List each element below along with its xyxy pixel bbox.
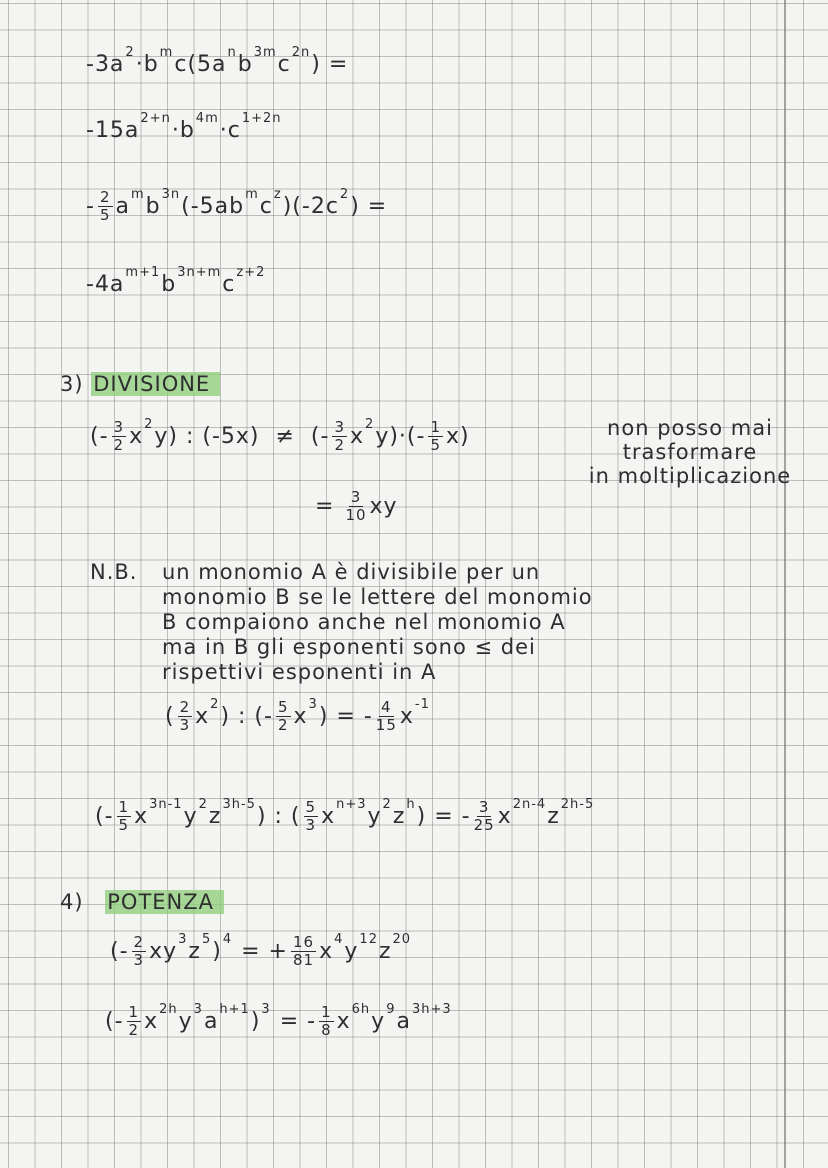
math-term: x — [144, 1009, 159, 1034]
numerator: 3 — [334, 418, 345, 436]
section-heading-potenza — [60, 890, 224, 914]
math-term: a — [396, 1009, 411, 1034]
math-term: ) — [250, 1009, 261, 1034]
exponent: 1+2n — [241, 111, 282, 126]
denominator: 3 — [133, 951, 145, 969]
math-term: c — [259, 194, 273, 219]
exponent: 2 — [339, 187, 350, 202]
side-note — [562, 416, 818, 488]
math-term: z — [392, 804, 406, 829]
math-term: (- — [90, 424, 109, 449]
exponent: 2n-4 — [512, 797, 547, 812]
math-term: x — [195, 704, 210, 729]
exponent: 4 — [334, 932, 344, 947]
note-line: trasformare — [622, 440, 758, 464]
math-term: (- — [105, 1009, 124, 1034]
math-term: (- — [110, 939, 129, 964]
exponent: -1 — [414, 697, 430, 712]
math-term: ) = — [311, 52, 349, 77]
exponent: 3 — [178, 932, 188, 947]
math-term: ) : (- — [220, 704, 273, 729]
math-term: xy — [149, 939, 178, 964]
exponent: h — [406, 797, 416, 812]
numerator: 5 — [305, 798, 317, 816]
math-term: x — [321, 804, 336, 829]
denominator: 3 — [179, 716, 191, 734]
math-term: ) — [212, 939, 222, 964]
fraction — [178, 700, 193, 733]
fraction — [474, 800, 495, 833]
math-term: y — [178, 1009, 193, 1034]
fraction — [376, 700, 397, 733]
denominator: 2 — [334, 436, 345, 454]
exponent: z — [273, 187, 282, 202]
equation-8 — [95, 797, 595, 834]
exponent: 2h — [159, 1002, 178, 1017]
exponent: 3 — [261, 1002, 271, 1017]
numerator: 2 — [99, 188, 111, 206]
numerator: 3 — [350, 488, 362, 506]
equation-7 — [165, 697, 431, 734]
equation-10 — [105, 1002, 453, 1039]
math-term: x — [399, 704, 414, 729]
note-line: non posso mai — [607, 416, 773, 440]
exponent: m — [130, 187, 145, 202]
exponent: 3 — [308, 697, 318, 712]
exponent: 3h+3 — [411, 1002, 452, 1017]
nb-line: B compaiono anche nel monomio A — [162, 610, 566, 634]
denominator: 2 — [128, 1021, 140, 1039]
math-term: = - — [271, 1009, 317, 1034]
math-term: z — [547, 804, 560, 829]
fraction — [98, 190, 113, 223]
math-term: y — [183, 804, 198, 829]
nb-line: rispettivi esponenti in A — [162, 660, 437, 684]
math-term: y — [371, 1009, 386, 1034]
exponent: 6h — [351, 1002, 371, 1017]
fraction — [291, 935, 316, 968]
numerator: 1 — [118, 798, 130, 816]
math-term: x — [350, 424, 365, 449]
denominator: 5 — [430, 436, 441, 454]
exponent: z+2 — [236, 265, 266, 280]
math-term: z — [208, 804, 222, 829]
denominator: 10 — [345, 506, 367, 524]
fraction — [132, 935, 147, 968]
denominator: 15 — [375, 716, 397, 734]
section-number: 4) — [60, 890, 84, 914]
math-term: )(-2c — [282, 194, 339, 219]
numerator: 3 — [478, 798, 490, 816]
equation-6 — [315, 490, 398, 523]
exponent: 2h-5 — [560, 797, 595, 812]
math-term: c — [222, 272, 236, 297]
exponent: m — [159, 45, 174, 60]
note-line: in moltiplicazione — [588, 464, 792, 488]
math-term: b — [161, 272, 177, 297]
numerator: 1 — [321, 1003, 332, 1021]
denominator: 2 — [113, 436, 125, 454]
fraction — [428, 420, 443, 453]
denominator: 3 — [305, 816, 317, 834]
exponent: 3h-5 — [222, 797, 256, 812]
math-term: x — [134, 804, 149, 829]
equation-5 — [90, 417, 470, 454]
math-term: z — [378, 939, 392, 964]
math-term: ·b — [171, 118, 195, 143]
section-number: 3) — [60, 372, 84, 396]
exponent: 3 — [193, 1002, 203, 1017]
math-term: = + — [233, 939, 288, 964]
equation-2 — [86, 111, 283, 143]
exponent: 2 — [365, 417, 375, 432]
exponent: 3n-1 — [149, 797, 183, 812]
math-term: x — [293, 704, 308, 729]
math-term: - — [86, 194, 95, 219]
fraction — [127, 1005, 142, 1038]
nb-line: un monomio A è divisibile per un — [162, 560, 541, 584]
math-term: x — [129, 424, 144, 449]
equation-1 — [86, 45, 349, 77]
fraction — [332, 420, 347, 453]
nb-line: ma in B gli esponenti sono ≤ dei — [162, 635, 536, 659]
exponent: 4m — [195, 111, 219, 126]
math-term: ) = — [350, 194, 388, 219]
math-term: b — [237, 52, 253, 77]
fraction — [345, 490, 366, 523]
fraction — [276, 700, 291, 733]
exponent: 12 — [359, 932, 378, 947]
math-term: y)·(- — [375, 424, 426, 449]
exponent: 5 — [201, 932, 212, 947]
math-term: y — [367, 804, 382, 829]
math-term: x — [336, 1009, 351, 1034]
fraction — [319, 1005, 334, 1038]
math-term: ) : ( — [256, 804, 301, 829]
math-term: -4a — [86, 272, 125, 297]
section-title: DIVISIONE — [91, 372, 220, 396]
exponent: 2+n — [140, 111, 171, 126]
math-term: ·c — [219, 118, 241, 143]
nb-label: N.B. — [90, 560, 138, 584]
math-term: xy — [369, 494, 398, 519]
numerator: 5 — [277, 698, 289, 716]
denominator: 5 — [118, 816, 130, 834]
math-term: a — [115, 194, 130, 219]
exponent: m+1 — [125, 265, 161, 280]
exponent: 9 — [386, 1002, 396, 1017]
section-title: POTENZA — [105, 890, 224, 914]
exponent: 2 — [382, 797, 392, 812]
numerator: 16 — [292, 933, 315, 951]
denominator: 8 — [321, 1021, 332, 1039]
nb-text — [162, 560, 593, 685]
equation-9 — [110, 932, 412, 969]
math-term: ) = - — [416, 804, 471, 829]
numerator: 2 — [179, 698, 191, 716]
exponent: 2 — [198, 797, 208, 812]
math-term: ( — [165, 704, 175, 729]
math-term: y) : (-5x) ≠ (- — [154, 424, 330, 449]
exponent: m — [245, 187, 259, 202]
nb-line: monomio B se le lettere del monomio — [162, 585, 593, 609]
exponent: 3n+m — [177, 265, 222, 280]
exponent: 2n — [291, 45, 311, 60]
exponent: 20 — [392, 932, 412, 947]
numerator: 1 — [128, 1003, 140, 1021]
math-term: ·b — [135, 52, 159, 77]
math-term: x — [497, 804, 512, 829]
math-term: -15a — [86, 118, 140, 143]
fraction — [304, 800, 319, 833]
exponent: 2 — [125, 45, 135, 60]
math-term: y — [344, 939, 359, 964]
math-term: ) = - — [318, 704, 373, 729]
exponent: 3m — [253, 45, 277, 60]
numerator: 2 — [133, 933, 145, 951]
math-term: (- — [95, 804, 114, 829]
denominator: 2 — [277, 716, 289, 734]
math-term: z — [188, 939, 201, 964]
fraction — [117, 800, 132, 833]
numerator: 4 — [381, 698, 392, 716]
equation-4 — [86, 265, 266, 297]
math-term: b — [145, 194, 161, 219]
exponent: n+3 — [336, 797, 367, 812]
denominator: 81 — [292, 951, 315, 969]
numerator: 1 — [430, 418, 441, 436]
exponent: h+1 — [219, 1002, 250, 1017]
exponent: 3n — [161, 187, 181, 202]
denominator: 25 — [473, 816, 495, 834]
section-heading-divisione — [60, 372, 220, 396]
math-term: x) — [445, 424, 470, 449]
math-term: (-5ab — [181, 194, 245, 219]
fraction — [112, 420, 127, 453]
equation-3 — [86, 187, 388, 224]
numerator: 3 — [113, 418, 125, 436]
notebook-margin-line — [784, 0, 786, 1168]
math-term: = — [315, 494, 343, 519]
math-term: c — [277, 52, 291, 77]
math-term: a — [203, 1009, 219, 1034]
exponent: n — [227, 45, 237, 60]
math-term: -3a — [86, 52, 125, 77]
exponent: 4 — [222, 932, 233, 947]
denominator: 5 — [99, 206, 111, 224]
math-term: x — [319, 939, 334, 964]
exponent: 2 — [210, 697, 220, 712]
math-term: c(5a — [174, 52, 227, 77]
exponent: 2 — [144, 417, 154, 432]
